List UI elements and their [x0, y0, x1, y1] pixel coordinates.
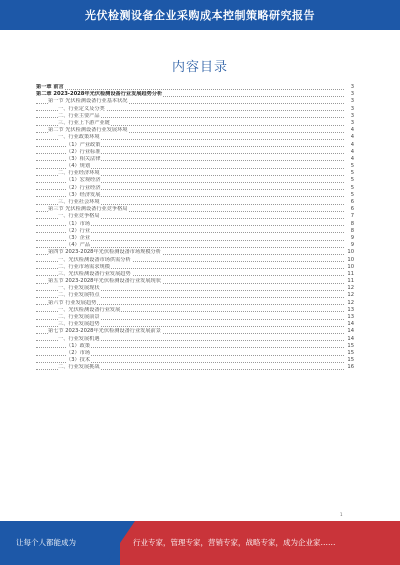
report-header — [0, 0, 400, 30]
toc-entry[interactable] — [36, 264, 354, 271]
toc-entry-page: 15 — [345, 357, 354, 364]
toc-entry-page: 5 — [345, 185, 354, 192]
toc-entry-title: 一、行业发展现状 — [58, 285, 100, 292]
toc-entry-page: 11 — [345, 271, 354, 278]
toc-entry[interactable] — [36, 206, 354, 213]
toc-entry[interactable] — [36, 221, 354, 228]
toc-entry-page: 10 — [345, 257, 354, 264]
toc-entry-title: （3）相关法律 — [66, 155, 101, 162]
toc-entry-title: 三、行业社会环境 — [58, 199, 100, 205]
toc-entry-title: 二、行业发展特点 — [58, 292, 100, 299]
toc-entry-title: 二、行业发展前景 — [58, 314, 100, 320]
toc-entry[interactable] — [36, 278, 354, 285]
toc-entry-page: 12 — [345, 300, 354, 307]
table-of-contents — [36, 84, 354, 372]
toc-entry-page: 4 — [345, 156, 354, 163]
toc-entry[interactable] — [36, 98, 354, 105]
toc-entry[interactable] — [36, 185, 354, 192]
toc-entry-page: 16 — [345, 364, 354, 371]
toc-entry[interactable] — [36, 364, 354, 371]
toc-entry-title: 一、行业竞争格局 — [58, 213, 100, 220]
toc-entry[interactable] — [36, 199, 354, 206]
toc-entry-page: 9 — [345, 242, 354, 249]
toc-entry[interactable] — [36, 142, 354, 149]
toc-entry[interactable] — [36, 235, 354, 242]
toc-entry-title: 一、光伏检测设备行业发展 — [58, 306, 121, 313]
toc-entry-page: 14 — [345, 336, 354, 343]
toc-entry-page: 6 — [345, 199, 354, 206]
toc-entry-page: 11 — [345, 278, 354, 285]
toc-entry[interactable] — [36, 336, 354, 343]
toc-entry[interactable] — [36, 314, 354, 321]
toc-entry-page: 5 — [345, 177, 354, 184]
toc-entry[interactable] — [36, 113, 354, 120]
toc-entry-page: 4 — [345, 149, 354, 156]
footer-tagline: 行业专家，管理专家，营销专家，战略专家，成为企业家…… — [133, 538, 336, 547]
toc-entry-title: 第六节 行业发展趋势 — [48, 299, 97, 306]
toc-entry-page: 14 — [345, 328, 354, 335]
toc-entry[interactable] — [36, 257, 354, 264]
toc-entry-page: 13 — [345, 314, 354, 321]
toc-entry-title: 第七节 2023-2028年光伏检测设备行业发展前景 — [48, 328, 161, 335]
toc-entry-page: 3 — [345, 120, 354, 127]
toc-entry[interactable] — [36, 106, 354, 113]
toc-entry-title: 一、行业政策环境 — [58, 134, 100, 141]
toc-entry-title: （2）行业 — [66, 227, 91, 234]
toc-entry-title: （3）经济发展 — [66, 191, 101, 198]
toc-entry[interactable] — [36, 357, 354, 364]
toc-entry[interactable] — [36, 170, 354, 177]
toc-entry[interactable] — [36, 149, 354, 156]
toc-entry-page: 10 — [345, 264, 354, 271]
toc-entry[interactable] — [36, 127, 354, 134]
page-number: 1 — [340, 512, 343, 517]
toc-entry-title: 二、行业市场需求规模 — [58, 263, 110, 270]
toc-entry-page: 3 — [345, 98, 354, 105]
toc-entry-page: 4 — [345, 134, 354, 141]
toc-entry-page: 12 — [345, 285, 354, 292]
toc-entry-title: 三、行业发展趋势 — [58, 321, 100, 328]
toc-entry-page: 15 — [345, 350, 354, 357]
toc-entry-title: 一、行业发展机遇 — [58, 335, 100, 342]
toc-leader-dots — [36, 89, 344, 90]
toc-entry-page: 4 — [345, 142, 354, 149]
toc-entry-title: （1）产业政策 — [66, 141, 101, 148]
toc-entry-title: 第一节 光伏检测设备行业基本状况 — [48, 98, 128, 105]
toc-entry-title: （1）市场 — [66, 220, 91, 227]
toc-entry[interactable] — [36, 307, 354, 314]
toc-entry-page: 3 — [345, 91, 354, 98]
toc-entry[interactable] — [36, 156, 354, 163]
toc-entry-title: 第四节 2023-2028年光伏检测设备市场规模分析 — [48, 249, 161, 256]
toc-entry-title: 第二章 2023-2028年光伏检测设备行业发展趋势分析 — [36, 91, 163, 98]
toc-entry-page: 3 — [345, 106, 354, 113]
toc-entry-title: 一、行业定义及分类 — [58, 105, 105, 112]
toc-entry-page: 4 — [345, 127, 354, 134]
toc-entry[interactable] — [36, 300, 354, 307]
toc-entry-page: 5 — [345, 170, 354, 177]
toc-entry-page: 3 — [345, 113, 354, 120]
toc-entry-page: 3 — [345, 84, 354, 91]
toc-entry-page: 8 — [345, 228, 354, 235]
toc-entry-page: 14 — [345, 321, 354, 328]
toc-entry-title: （3）企业 — [66, 234, 91, 241]
toc-entry-title: 二、行业主要产品 — [58, 112, 100, 119]
toc-entry[interactable] — [36, 271, 354, 278]
toc-entry-page: 12 — [345, 292, 354, 299]
toc-entry-page: 13 — [345, 307, 354, 314]
toc-heading: 内容目录 — [171, 60, 228, 75]
toc-entry-title: （1）宏观经济 — [66, 177, 101, 184]
report-title: 光伏检测设备企业采购成本控制策略研究报告 — [85, 9, 315, 22]
footer-divider — [105, 521, 135, 565]
toc-entry[interactable] — [36, 292, 354, 299]
toc-entry-page: 9 — [345, 235, 354, 242]
toc-entry[interactable] — [36, 242, 354, 249]
toc-entry-title: （1）政策 — [66, 342, 91, 349]
toc-entry[interactable] — [36, 328, 354, 335]
toc-entry-page: 7 — [345, 213, 354, 220]
toc-entry-title: 第二节 光伏检测设备行业发展环境 — [48, 127, 128, 134]
toc-entry-title: 一、光伏检测设备市场供需分析 — [58, 256, 131, 263]
toc-entry-title: 三、行业上下游产业链 — [58, 119, 110, 126]
toc-entry-title: （3）技术 — [66, 357, 91, 364]
toc-entry-page: 10 — [345, 249, 354, 256]
toc-entry[interactable] — [36, 321, 354, 328]
toc-entry[interactable] — [36, 350, 354, 357]
toc-entry-title: （4）产品 — [66, 242, 91, 249]
toc-entry-page: 6 — [345, 206, 354, 213]
toc-entry[interactable] — [36, 192, 354, 199]
toc-entry[interactable] — [36, 213, 354, 220]
toc-entry-title: 第三节 光伏检测设备行业竞争格局 — [48, 206, 128, 213]
toc-entry-page: 5 — [345, 163, 354, 170]
toc-entry-page: 8 — [345, 221, 354, 228]
toc-entry-title: （2）行业标准 — [66, 148, 101, 155]
toc-entry-title: （4）规划 — [66, 163, 91, 170]
toc-entry-title: 第一章 前言 — [36, 84, 64, 90]
toc-entry[interactable] — [36, 228, 354, 235]
toc-entry[interactable] — [36, 177, 354, 184]
toc-entry-title: 二、行业经济环境 — [58, 170, 100, 177]
toc-entry-title: 三、光伏检测设备行业发展趋势 — [58, 270, 131, 277]
toc-entry-page: 15 — [345, 343, 354, 350]
toc-entry[interactable] — [36, 343, 354, 350]
toc-entry[interactable] — [36, 163, 354, 170]
footer-slogan: 让每个人都能成为 — [16, 538, 76, 547]
toc-entry[interactable] — [36, 120, 354, 127]
toc-entry-title: 二、行业发展挑战 — [58, 364, 100, 371]
toc-entry[interactable] — [36, 285, 354, 292]
toc-entry[interactable] — [36, 249, 354, 256]
toc-entry[interactable] — [36, 84, 354, 91]
toc-entry[interactable] — [36, 134, 354, 141]
toc-entry-page: 5 — [345, 192, 354, 199]
toc-entry-title: （2）行业经济 — [66, 184, 101, 191]
footer-banner — [0, 521, 400, 565]
toc-entry-title: 第五节 2023-2028年光伏检测设备行业发展现状 — [48, 278, 161, 285]
toc-entry-title: （2）市场 — [66, 349, 91, 356]
toc-entry[interactable] — [36, 91, 354, 98]
